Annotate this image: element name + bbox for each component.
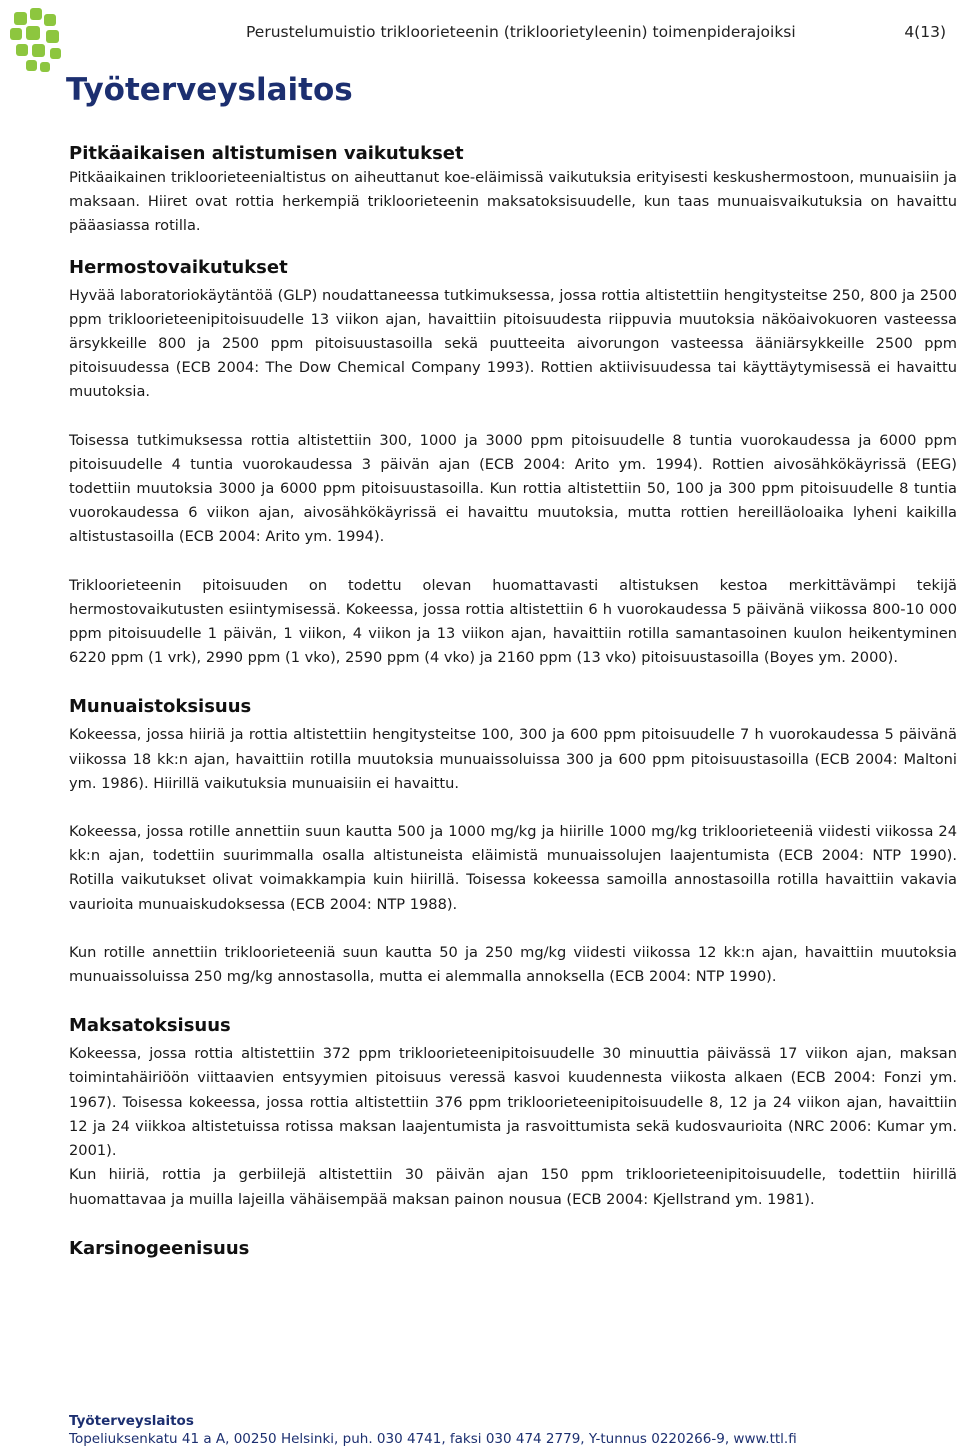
page-footer <box>69 1412 957 1448</box>
logo-mark-icon <box>6 4 68 76</box>
paragraph: Kokeessa, jossa rottia altistettiin 372 ppm trikloorieteenipitoisuudelle 30 minuuttia päivässä 17 viikon ajan, maksan toimintahäiriöön viittaavien entsyymien pitoisuus veressä kasvoi kuudennesta viikosta alkaen (ECB 2004: Fonzi ym. 1967). Toisessa kokeessa, jossa rottia altistettiin 376 ppm trikloorieteenipitoisuudelle 8, 12 ja 24 viikon ajan, havaittiin 12 ja 24 viikkoa altistetuissa rotissa maksan laajentumista ja rasvoittumista sekä kudosvaurioita (NRC 2006: Kumar ym. 2001). <box>69 1045 957 1160</box>
section-heading: Karsinogeenisuus <box>69 1237 250 1259</box>
paragraph: Kokeessa, jossa rotille annettiin suun kautta 500 ja 1000 mg/kg ja hiirille 1000 mg/kg trikloorieteeniä viidesti viikossa 24 kk:n ajan, todettiin suurimmalla osalla altistuneista eläimistä munuaissolujen laajentumista (ECB 2004: NTP 1990). Rotilla vaikutukset olivat voimakkampia kuin hiirillä. Toisessa kokeessa samoilla annostasoilla rotilla havaittiin vakavia vaurioita munuaiskudoksessa (ECB 2004: NTP 1988). <box>69 823 957 913</box>
logo-wordmark: Työterveyslaitos <box>66 72 353 108</box>
section-heading: Maksatoksisuus <box>69 1015 231 1037</box>
page-number: 4(13) <box>904 23 946 41</box>
ttl-logo <box>6 4 353 114</box>
footer-organization: Työterveyslaitos <box>69 1413 194 1429</box>
paragraph: Kun rotille annettiin trikloorieteeniä suun kautta 50 ja 250 mg/kg viidesti viikossa 12 kk:n ajan, havaittiin muutoksia munuaissoluissa 250 mg/kg annostasolla, mutta ei alemmalla annoksella (ECB 2004: NTP 1990). <box>69 943 957 986</box>
section-heading: Munuaistoksisuus <box>69 696 252 718</box>
section-heading: Hermostovaikutukset <box>69 256 288 278</box>
footer-address: Topeliuksenkatu 41 a A, 00250 Helsinki, puh. 030 4741, faksi 030 474 2779, Y-tunnus 0220266-9, www.ttl.fi <box>69 1431 797 1447</box>
document-body <box>69 141 957 1261</box>
paragraph: Hyvää laboratoriokäytäntöä (GLP) noudattaneessa tutkimuksessa, jossa rottia altistettiin hengitysteitse 250, 800 ja 2500 ppm trikloorieteenipitoisuudelle 13 viikon ajan, havaittiin pitoisuudesta riippuvia muutoksia näköaivokuoren vasteessa ärsykkeille 800 ja 2500 ppm pitoisuustasoilla sekä puutteeita aivorungon vasteessa ääniärsykkeille 2500 ppm pitoisuudessa (ECB 2004: The Dow Chemical Company 1993). Rottien aktiivisuudessa tai käyttäytymisessä ei havaittu muutoksia. <box>69 286 957 401</box>
paragraph: Kun hiiriä, rottia ja gerbiilejä altistettiin 30 päivän ajan 150 ppm trikloorieteenipitoisuudelle, todettiin hiirillä huomattavaa ja muilla lajeilla vähäisempää maksan painon nousua (ECB 2004: Kjellstrand ym. 1981). <box>69 1166 957 1208</box>
paragraph: Trikloorieteenin pitoisuuden on todettu olevan huomattavasti altistuksen kestoa merkittävämpi tekijä hermostovaikutusten esiintymisessä. Kokeessa, jossa rottia altistettiin 6 h vuorokaudessa 5 päivänä viikossa 800-10 000 ppm pitoisuudelle 1 päivän, 1 viikon, 4 viikon ja 13 viikon ajan, havaittiin rotilla samantasoinen kuulon heikentyminen 6220 ppm (1 vrk), 2990 ppm (1 vko), 2590 ppm (4 vko) ja 2160 ppm (13 vko) pitoisuustasoilla (Boyes ym. 2000). <box>69 576 957 667</box>
paragraph: Pitkäaikainen trikloorieteenialtistus on aiheuttanut koe-eläimissä vaikutuksia erityisesti keskushermostoon, munuaisiin ja maksaan. Hiiret ovat rottia herkempiä trikloorieteenin maksatoksisuudelle, kun taas munuaisvaikutuksia on havaittu pääasiassa rotilla. <box>69 169 957 235</box>
paragraph: Kokeessa, jossa hiiriä ja rottia altistettiin hengitysteitse 100, 300 ja 600 ppm pitoisuudelle 7 h vuorokaudessa 5 päivänä viikossa 18 kk:n ajan, havaittiin rotilla muutoksia munuaissoluissa 300 ja 600 ppm pitoisuustasoilla (ECB 2004: Maltoni ym. 1986). Hiirillä vaikutuksia munuaisiin ei havaittu. <box>69 726 957 792</box>
paragraph: Toisessa tutkimuksessa rottia altistettiin 300, 1000 ja 3000 ppm pitoisuudelle 8 tuntia vuorokaudessa ja 6000 ppm pitoisuudelle 4 tuntia vuorokaudessa 3 päivän ajan (ECB 2004: Arito ym. 1994). Rottien aivosähkökäyrissä (EEG) todettiin muutoksia 3000 ja 6000 ppm pitoisuustasoilla. Kun rottia altistettiin 50, 100 ja 300 ppm pitoisuudelle 8 tuntia vuorokaudessa 6 viikon ajan, aivosähkökäyrissä ei havaittu muutoksia, mutta rottien hereilläoloaika lyheni kaikilla altistustasoilla (ECB 2004: Arito ym. 1994). <box>69 431 957 546</box>
document-title: Perustelumuistio trikloorieteenin (trikloorietyleenin) toimenpiderajoiksi <box>246 23 796 41</box>
section-heading: Pitkäaikaisen altistumisen vaikutukset <box>69 143 464 164</box>
